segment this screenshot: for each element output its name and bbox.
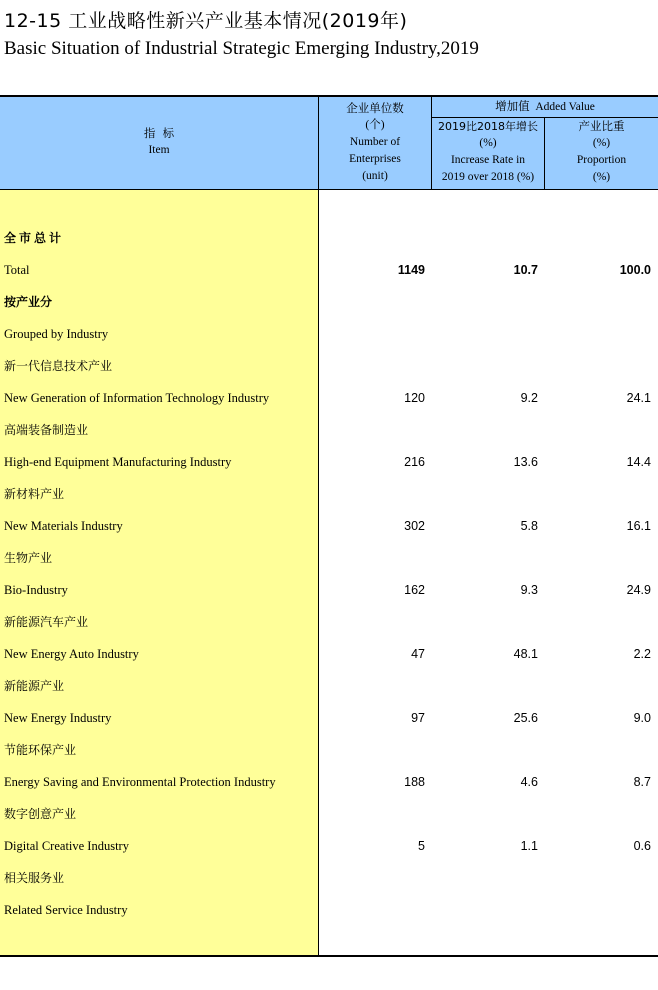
table-row <box>0 798 658 830</box>
enterprises-header-unit-cn: (个) <box>365 119 385 131</box>
row-label: 生物产业 <box>4 551 53 565</box>
share-value: 2.2 <box>633 647 651 661</box>
table-row <box>0 414 658 446</box>
row-label: Grouped by Industry <box>4 327 109 341</box>
enterprises-column-header <box>319 100 431 185</box>
row-label: 数字创意产业 <box>4 807 77 821</box>
table-row <box>0 862 658 894</box>
row-label: 全市总计 <box>4 231 65 245</box>
row-label: New Energy Auto Industry <box>4 647 139 661</box>
enterprises-value: 1149 <box>397 263 425 277</box>
enterprises-header-en2: Enterprises <box>349 153 401 165</box>
growth-value: 4.6 <box>520 775 538 789</box>
growth-header-cn: 2019比2018年增长 <box>438 120 538 133</box>
row-label: New Energy Industry <box>4 711 112 725</box>
row-label: Energy Saving and Environmental Protection Industry <box>4 775 276 789</box>
table-row <box>0 734 658 766</box>
table-row <box>0 318 658 350</box>
table-row <box>0 702 658 734</box>
item-header-cn: 指 标 <box>143 126 175 140</box>
row-label: 新一代信息技术产业 <box>4 359 113 373</box>
row-label: 新能源汽车产业 <box>4 615 89 629</box>
table-row <box>0 478 658 510</box>
share-header-pct: (%) <box>592 137 611 149</box>
share-value: 16.1 <box>626 519 651 533</box>
enterprises-value: 188 <box>404 775 425 789</box>
share-value: 100.0 <box>619 263 651 277</box>
share-column-header <box>545 118 658 186</box>
growth-header-pct: (%) <box>479 137 497 149</box>
item-header-en: Item <box>148 144 170 156</box>
item-column-header <box>0 125 318 159</box>
row-label: New Materials Industry <box>4 519 123 533</box>
page-title-english: Basic Situation of Industrial Strategic Emerging Industry,2019 <box>4 38 479 59</box>
table-row <box>0 766 658 798</box>
table-row <box>0 510 658 542</box>
share-value: 9.0 <box>633 711 651 725</box>
table-row <box>0 254 658 286</box>
row-label: Bio-Industry <box>4 583 68 597</box>
growth-value: 48.1 <box>513 647 538 661</box>
share-value: 14.4 <box>626 455 651 469</box>
table-header <box>0 97 658 190</box>
table-row <box>0 286 658 318</box>
row-label: Digital Creative Industry <box>4 839 129 853</box>
growth-header-en1: Increase Rate in <box>450 154 526 166</box>
row-label: 新材料产业 <box>4 487 65 501</box>
table-row <box>0 382 658 414</box>
row-label: 节能环保产业 <box>4 743 77 757</box>
share-header-en: Proportion <box>576 154 627 166</box>
growth-value: 25.6 <box>513 711 538 725</box>
table-row <box>0 606 658 638</box>
row-label: 相关服务业 <box>4 871 65 885</box>
table-row <box>0 350 658 382</box>
table-bottom-rule <box>0 955 658 957</box>
growth-header-en2: 2019 over 2018 (%) <box>441 171 535 183</box>
table-row <box>0 446 658 478</box>
growth-value: 9.3 <box>520 583 538 597</box>
enterprises-header-cn: 企业单位数 <box>346 101 404 115</box>
added-value-header: 增加值 Added Value <box>495 101 595 113</box>
share-value: 24.9 <box>626 583 651 597</box>
table-row <box>0 638 658 670</box>
row-label: 按产业分 <box>4 295 53 309</box>
enterprises-header-unit-en: (unit) <box>362 170 388 182</box>
table-body <box>0 190 658 955</box>
page-title-chinese: 12-15 工业战略性新兴产业基本情况(2019年) <box>4 10 408 32</box>
table-row <box>0 542 658 574</box>
share-value: 8.7 <box>633 775 651 789</box>
growth-value: 9.2 <box>520 391 538 405</box>
enterprises-value: 216 <box>404 455 425 469</box>
row-label: High-end Equipment Manufacturing Industry <box>4 455 232 469</box>
row-label: Related Service Industry <box>4 903 128 917</box>
enterprises-value: 162 <box>404 583 425 597</box>
row-label: New Generation of Information Technology Industry <box>4 391 270 405</box>
growth-value: 10.7 <box>513 263 538 277</box>
table-row <box>0 830 658 862</box>
growth-value: 1.1 <box>520 839 538 853</box>
share-value: 0.6 <box>633 839 651 853</box>
share-value: 24.1 <box>626 391 651 405</box>
table-row <box>0 574 658 606</box>
enterprises-value: 302 <box>404 519 425 533</box>
growth-value: 5.8 <box>520 519 538 533</box>
row-label: 新能源产业 <box>4 679 65 693</box>
enterprises-header-en1: Number of <box>349 136 401 148</box>
row-label: Total <box>4 263 30 277</box>
enterprises-value: 97 <box>411 711 425 725</box>
table-row <box>0 222 658 254</box>
table-row <box>0 894 658 926</box>
enterprises-value: 47 <box>411 647 425 661</box>
enterprises-value: 120 <box>404 391 425 405</box>
growth-value: 13.6 <box>513 455 538 469</box>
share-header-cn: 产业比重 <box>578 119 625 133</box>
row-label: 高端装备制造业 <box>4 423 89 437</box>
table-row <box>0 670 658 702</box>
enterprises-value: 5 <box>418 839 425 853</box>
growth-column-header <box>432 118 544 186</box>
share-header-pct2: (%) <box>592 171 611 183</box>
